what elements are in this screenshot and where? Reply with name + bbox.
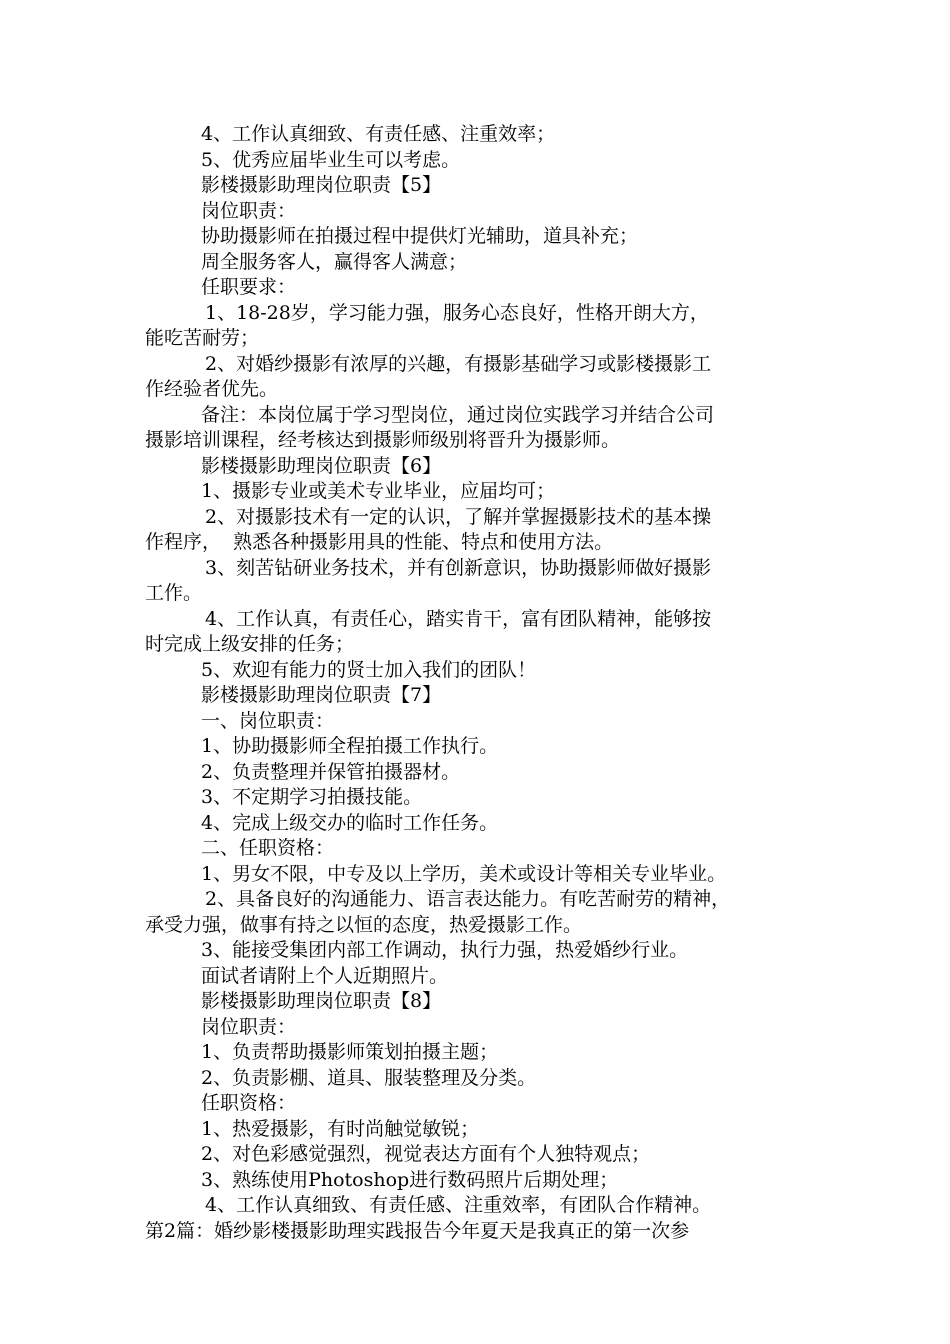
text-line: 3、不定期学习拍摄技能。 <box>201 786 423 808</box>
text-line: 2、对色彩感觉强烈，视觉表达方面有个人独特观点； <box>201 1143 651 1165</box>
text-line: 3、刻苦钻研业务技术，并有创新意识，协助摄影师做好摄影 <box>205 556 712 579</box>
text-line: 任职资格： <box>201 1092 297 1114</box>
text-line: 2、具备良好的沟通能力、语言表达能力。有吃苦耐劳的精神， <box>205 888 731 910</box>
text-line: 1、热爱摄影，有时尚触觉敏锐； <box>201 1117 480 1140</box>
text-line: 协助摄影师在拍摄过程中提供灯光辅助，道具补充； <box>201 225 639 247</box>
text-line: 3、熟练使用Photoshop进行数码照片后期处理； <box>201 1168 619 1191</box>
text-line: 2、负责整理并保管拍摄器材。 <box>201 760 461 783</box>
text-line: 5、欢迎有能力的贤士加入我们的团队！ <box>201 658 537 681</box>
section-heading: 影楼摄影助理岗位职责【8】 <box>201 990 442 1012</box>
text-line: 岗位职责： <box>201 1015 297 1038</box>
text-line: 时完成上级安排的任务； <box>145 633 355 655</box>
text-line: 工作。 <box>145 582 203 604</box>
text-line: 备注：本岗位属于学习型岗位，通过岗位实践学习并结合公司 <box>201 403 715 426</box>
text-line: 1、负责帮助摄影师策划拍摄主题； <box>201 1041 499 1063</box>
text-line: 二、任职资格： <box>201 837 335 859</box>
text-line: 1、男女不限，中专及以上学历，美术或设计等相关专业毕业。 <box>201 862 727 885</box>
text-line: 4、完成上级交办的临时工作任务。 <box>201 811 499 834</box>
text-line: 一、岗位职责： <box>201 709 335 732</box>
text-line: 2、对摄影技术有一定的认识，了解并掌握摄影技术的基本操 <box>205 505 712 528</box>
section-heading: 影楼摄影助理岗位职责【7】 <box>201 684 442 706</box>
article-heading: 第2篇：婚纱影楼摄影助理实践报告今年夏天是我真正的第一次参 <box>145 1219 690 1242</box>
text-line: 4、工作认真细致、有责任感、注重效率； <box>201 123 556 145</box>
text-line: 2、负责影棚、道具、服装整理及分类。 <box>201 1066 537 1089</box>
text-line: 4、工作认真，有责任心，踏实肯干，富有团队精神，能够按 <box>205 607 712 630</box>
text-line: 面试者请附上个人近期照片。 <box>201 964 449 987</box>
text-line: 4、工作认真细致、有责任感、注重效率，有团队合作精神。 <box>205 1194 712 1216</box>
text-line: 5、优秀应届毕业生可以考虑。 <box>201 148 461 171</box>
text-line: 岗位职责： <box>201 199 297 222</box>
section-heading: 影楼摄影助理岗位职责【6】 <box>201 454 442 477</box>
section-heading: 影楼摄影助理岗位职责【5】 <box>201 174 442 196</box>
text-line: 作经验者优先。 <box>145 378 279 400</box>
text-line: 1、协助摄影师全程拍摄工作执行。 <box>201 735 499 757</box>
text-line: 作程序， 熟悉各种摄影用具的性能、特点和使用方法。 <box>145 531 614 553</box>
text-line: 1、摄影专业或美术专业毕业，应届均可； <box>201 480 556 502</box>
text-line: 1、18-28岁，学习能力强，服务心态良好，性格开朗大方， <box>205 301 709 324</box>
text-line: 周全服务客人，赢得客人满意； <box>201 250 468 273</box>
text-line: 能吃苦耐劳； <box>145 327 260 349</box>
document-body <box>145 122 815 1244</box>
text-line: 摄影培训课程，经考核达到摄影师级别将晋升为摄影师。 <box>145 429 621 451</box>
text-line: 3、能接受集团内部工作调动，执行力强，热爱婚纱行业。 <box>201 939 689 961</box>
text-line: 2、对婚纱摄影有浓厚的兴趣，有摄影基础学习或影楼摄影工 <box>205 352 712 375</box>
text-line: 承受力强，做事有持之以恒的态度，热爱摄影工作。 <box>145 913 583 936</box>
text-line: 任职要求： <box>201 276 297 298</box>
